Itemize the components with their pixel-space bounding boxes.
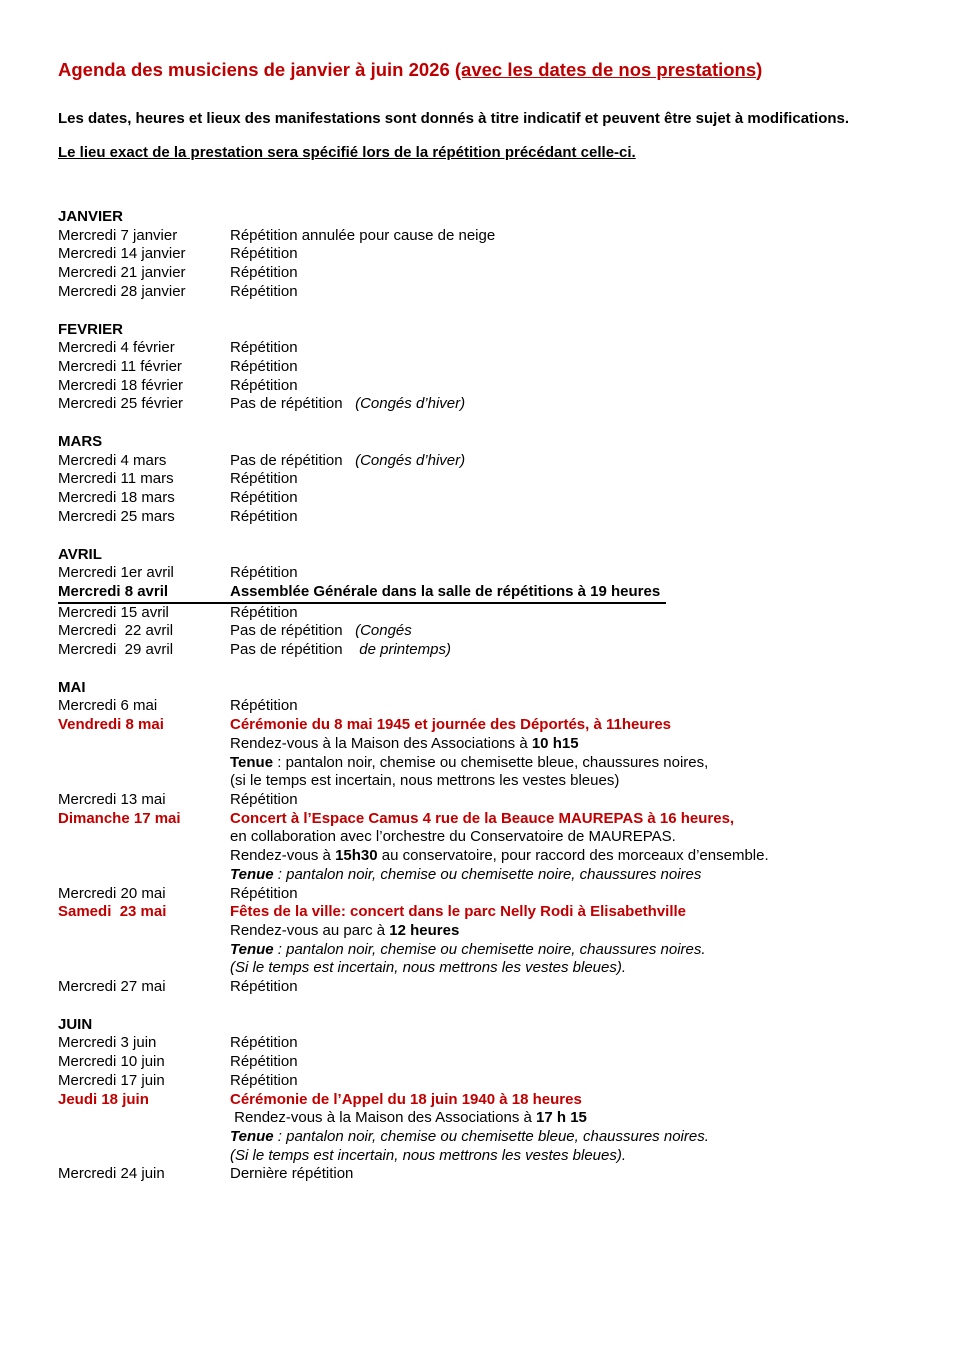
event-date: Mercredi 8 avril [58,582,169,600]
event-date: Mercredi 29 avril [58,641,174,659]
event-line [230,735,910,754]
event-line [230,452,910,471]
text-segment: Répétition [230,978,298,996]
text-segment: Pas de répétition [230,395,356,413]
text-segment: (Si le temps est incertain, nous mettrons les vestes bleues). [230,959,627,977]
event-line [230,941,910,960]
event-date: Mercredi 17 juin [58,1071,165,1089]
agenda-row [58,810,910,885]
event-date: Mercredi 27 mai [58,978,166,996]
text-segment: Répétition [230,790,298,808]
event-lines [230,395,910,414]
agenda-row [58,978,910,997]
event-lines [230,227,910,246]
event-date: Mercredi 28 janvier [58,282,186,300]
text-segment: Pas de répétition [230,451,356,469]
title-prefix: Agenda des musiciens de janvier à juin 2026 [58,59,455,80]
event-lines [230,1034,910,1053]
event-line [230,772,910,791]
month-name: JANVIER [58,208,124,225]
event-line [230,377,910,396]
text-segment: Assemblée Générale dans la salle de répétitions à 19 heures [230,582,661,600]
event-line [230,245,910,264]
event-lines [230,903,910,978]
text-segment: Pas de répétition [230,641,360,659]
event-date: Vendredi 8 mai [58,716,164,734]
agenda-row [58,1072,910,1091]
event-line [230,847,910,866]
text-segment: au conservatoire, pour raccord des morceaux d’ensemble. [377,847,769,865]
text-segment: Répétition [230,1071,298,1089]
intro-location-note: Le lieu exact de la prestation sera spécifié lors de la répétition précédant celle-ci. [58,144,636,161]
event-line [230,754,910,773]
text-segment: Répétition [230,1053,298,1071]
event-date: Mercredi 3 juin [58,1034,157,1052]
text-segment: Tenue [230,940,274,958]
event-date: Jeudi 18 juin [58,1090,149,1108]
text-segment: de printemps) [359,641,451,659]
intro-note: Les dates, heures et lieux des manifestations sont donnés à titre indicatif et peuvent être sujet à modifications. [58,110,850,127]
month-section [58,321,910,415]
event-line [230,470,910,489]
event-lines [230,697,910,716]
text-segment: Répétition [230,603,298,621]
text-segment: Rendez-vous au parc à [230,921,390,939]
month-section [58,1016,910,1184]
event-line [230,828,910,847]
event-lines [230,1165,910,1184]
agenda-row [58,1053,910,1072]
event-date: Mercredi 22 avril [58,622,174,640]
text-segment: : pantalon noir, chemise ou chemisette bleue, chaussures noires. [273,1127,709,1145]
agenda-row [58,283,910,302]
text-segment: Répétition [230,357,298,375]
text-segment: : pantalon noir, chemise ou chemisette noire, chaussures noires. [273,940,706,958]
event-date: Mercredi 6 mai [58,697,158,715]
text-segment: Répétition [230,1034,298,1052]
text-segment: 10 h15 [531,734,579,752]
event-date: Mercredi 1er avril [58,564,174,582]
agenda-row [58,358,910,377]
event-lines [230,339,910,358]
agenda-row [58,903,910,978]
event-line [230,622,910,641]
event-date: Mercredi 18 mars [58,489,175,507]
month-name: MAI [58,678,86,696]
text-segment: Répétition [230,564,298,582]
event-lines [230,583,660,602]
text-segment: (Si le temps est incertain, nous mettrons les vestes bleues). [230,1146,627,1164]
event-lines [230,791,910,810]
text-segment: Répétition [230,507,298,525]
event-lines [230,245,910,264]
event-lines [230,470,910,489]
event-lines [230,716,910,791]
month-name: FEVRIER [58,320,124,338]
text-segment: Rendez-vous à la Maison des Associations à [230,1109,537,1127]
event-lines [230,358,910,377]
event-line [230,339,910,358]
event-lines [230,377,910,396]
text-segment: Répétition [230,697,298,715]
event-line [230,885,910,904]
event-line [230,1034,910,1053]
text-segment: en collaboration avec l’orchestre du Conservatoire de MAUREPAS. [230,828,676,846]
event-line [230,264,910,283]
event-lines [230,283,910,302]
event-lines [230,978,910,997]
event-lines [230,1091,910,1166]
text-segment: Répétition [230,282,298,300]
text-segment: (Congés d’hiver) [355,451,466,469]
text-segment: Pas de répétition [230,622,356,640]
event-date: Mercredi 11 février [58,357,182,375]
text-segment: Répétition [230,339,298,357]
event-line [230,903,910,922]
agenda-row [58,1034,910,1053]
month-name: JUIN [58,1015,93,1033]
event-line [230,1072,910,1091]
event-date: Mercredi 10 juin [58,1053,165,1071]
agenda-row [58,452,910,471]
event-line [230,283,910,302]
agenda-row [58,508,910,527]
text-segment: Dernière répétition [230,1165,354,1183]
agenda-row [58,377,910,396]
text-segment: Cérémonie du 8 mai 1945 et journée des Déportés, à 11heures [230,716,672,734]
event-date: Mercredi 4 février [58,339,175,357]
event-line [230,866,910,885]
event-line [230,564,910,583]
agenda-row [58,697,910,716]
event-line [230,791,910,810]
event-line [230,358,910,377]
text-segment: Rendez-vous à [230,847,336,865]
month-name: AVRIL [58,545,102,563]
text-segment: Répétition [230,264,298,282]
text-segment: Répétition [230,884,298,902]
event-line [230,583,660,602]
event-line [230,922,910,941]
event-lines [230,264,910,283]
month-section [58,433,910,527]
event-lines [230,564,910,583]
event-line [230,1165,910,1184]
text-segment: Répétition annulée pour cause de neige [230,226,496,244]
event-line [230,489,910,508]
agenda-row [58,470,910,489]
event-line [230,508,910,527]
agenda-row [58,245,910,264]
event-line [230,395,910,414]
event-date: Mercredi 14 janvier [58,245,186,263]
event-date: Mercredi 18 février [58,376,184,394]
agenda-row [58,339,910,358]
event-date: Mercredi 11 mars [58,470,174,488]
event-line [230,810,910,829]
event-lines [230,885,910,904]
month-name: MARS [58,433,103,451]
text-segment: Tenue [230,1127,274,1145]
event-lines [230,622,910,641]
event-lines [230,641,910,660]
event-date: Samedi 23 mai [58,903,167,921]
event-lines [230,604,910,623]
event-date: Mercredi 13 mai [58,790,166,808]
text-segment: : pantalon noir, chemise ou chemisette noire, chaussures noires [273,865,702,883]
title-suffix: ) [756,59,763,80]
agenda-row [58,641,910,660]
text-segment: Tenue [230,865,274,883]
event-line [230,227,910,246]
event-line [230,1128,910,1147]
event-line [230,1147,910,1166]
month-section [58,208,910,302]
agenda-row [58,1165,910,1184]
event-lines [230,1072,910,1091]
month-section [58,546,910,660]
event-date: Mercredi 24 juin [58,1165,165,1183]
event-date: Mercredi 7 janvier [58,226,178,244]
text-segment: Cérémonie de l’Appel du 18 juin 1940 à 18 heures [230,1090,582,1108]
event-date: Mercredi 25 mars [58,507,175,525]
agenda-row [58,791,910,810]
text-segment: Répétition [230,376,298,394]
event-line [230,697,910,716]
event-line [230,1091,910,1110]
agenda-row [58,564,910,583]
text-segment: Concert à l’Espace Camus 4 rue de la Beauce MAUREPAS à 16 heures, [230,809,735,827]
event-date: Mercredi 15 avril [58,603,169,621]
text-segment: Répétition [230,245,298,263]
event-lines [230,508,910,527]
agenda-row [58,1091,910,1166]
text-segment: 15h30 [335,847,378,865]
event-lines [230,1053,910,1072]
agenda-row [58,264,910,283]
event-line [230,604,910,623]
agenda-row [58,489,910,508]
text-segment: Fêtes de la ville: concert dans le parc Nelly Rodi à Elisabethville [230,903,687,921]
event-line [230,978,910,997]
title-underlined-part: (avec les dates de nos prestations [454,59,757,80]
event-lines [230,452,910,471]
agenda-row [58,583,666,604]
event-lines [230,810,910,885]
event-line [230,959,910,978]
text-segment: 12 heures [389,921,460,939]
text-segment: (Congés d’hiver) [355,395,466,413]
text-segment: (Congés [355,622,412,640]
text-segment: Rendez-vous à la Maison des Associations à [230,734,532,752]
page-title [58,58,910,81]
agenda-row [58,622,910,641]
event-line [230,1053,910,1072]
event-date: Mercredi 25 février [58,395,184,413]
event-line [230,716,910,735]
text-segment: Répétition [230,489,298,507]
agenda [58,208,910,1184]
month-section [58,679,910,997]
agenda-row [58,395,910,414]
agenda-row [58,604,910,623]
text-segment: (si le temps est incertain, nous mettrons les vestes bleues) [230,772,620,790]
agenda-row [58,227,910,246]
text-segment: Tenue [230,753,274,771]
event-lines [230,489,910,508]
event-date: Mercredi 21 janvier [58,264,186,282]
event-date: Mercredi 4 mars [58,451,167,469]
text-segment: 17 h 15 [536,1109,587,1127]
event-date: Dimanche 17 mai [58,809,181,827]
event-date: Mercredi 20 mai [58,884,166,902]
agenda-row [58,716,910,791]
agenda-row [58,885,910,904]
text-segment: : pantalon noir, chemise ou chemisette bleue, chaussures noires, [273,753,709,771]
event-line [230,1109,910,1128]
text-segment: Répétition [230,470,298,488]
event-line [230,641,910,660]
